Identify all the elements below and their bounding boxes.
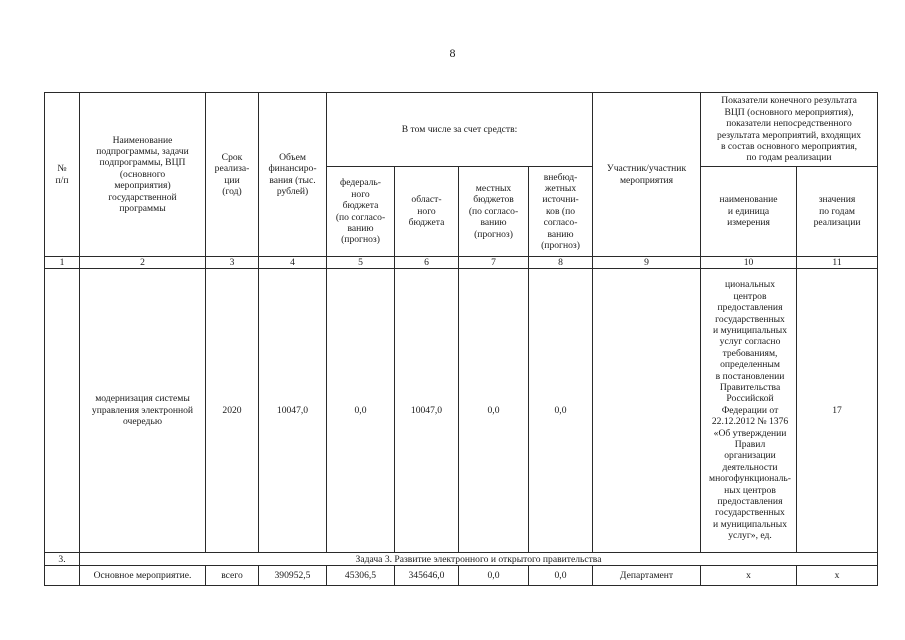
- col-number-6: 6: [395, 257, 459, 269]
- row-name: модернизация системы управления электронной очередью: [80, 269, 206, 553]
- header-ind-name: наименование и единица измерения: [701, 167, 797, 257]
- header-federal: федераль- ного бюджета (по согласо- ванию (прогноз): [327, 167, 395, 257]
- header-term: Срок реализа- ции (год): [206, 93, 259, 257]
- task-num: 3.: [45, 553, 80, 566]
- row-term: всего: [206, 566, 259, 586]
- header-row-1: [45, 93, 878, 167]
- row-regional: 10047,0: [395, 269, 459, 553]
- header-volume: Объем финансиро- вания (тыс. рублей): [259, 93, 327, 257]
- col-number-2: 2: [80, 257, 206, 269]
- col-number-10: 10: [701, 257, 797, 269]
- row-ind-values: 17: [797, 269, 878, 553]
- header-name: Наименование подпрограммы, задачи подпрограммы, ВЦП (основного мероприятия) государственной программы: [80, 93, 206, 257]
- col-number-7: 7: [459, 257, 529, 269]
- row-num: [45, 566, 80, 586]
- row-federal: 45306,5: [327, 566, 395, 586]
- row-local: 0,0: [459, 566, 529, 586]
- header-including: В том числе за счет средств:: [327, 93, 593, 167]
- header-local: местных бюджетов (по согласо- ванию (прогноз): [459, 167, 529, 257]
- task-row: [45, 553, 878, 566]
- program-table: [44, 92, 878, 586]
- header-extra: внебюд- жетных источни- ков (по согласо- ванию (прогноз): [529, 167, 593, 257]
- row-local: 0,0: [459, 269, 529, 553]
- row-extra: 0,0: [529, 269, 593, 553]
- row-volume: 10047,0: [259, 269, 327, 553]
- table-row: [45, 269, 878, 553]
- col-number-9: 9: [593, 257, 701, 269]
- col-number-5: 5: [327, 257, 395, 269]
- row-volume: 390952,5: [259, 566, 327, 586]
- column-number-row: [45, 257, 878, 269]
- header-regional: област- ного бюджета: [395, 167, 459, 257]
- row-ind-name: циональных центров предоставления государственных и муниципальных услуг согласно требованиям, определенным в постановлении Правительства Российской Федерации от 22.12.2012 № 1376 «Об утверждении Правил организации деятельности многофункциональ- ных центров предоставления государственных и муниципальных услуг», ед.: [701, 269, 797, 553]
- row-ind-values: х: [797, 566, 878, 586]
- row-federal: 0,0: [327, 269, 395, 553]
- col-number-4: 4: [259, 257, 327, 269]
- header-participant: Участник/участник мероприятия: [593, 93, 701, 257]
- header-ind-values: значения по годам реализации: [797, 167, 878, 257]
- page-number: 8: [449, 46, 456, 60]
- row-participant: Департамент: [593, 566, 701, 586]
- header-indicators: Показатели конечного результата ВЦП (основного мероприятия), показатели непосредственного результата мероприятий, входящих в состав основного мероприятия, по годам реализации: [701, 93, 878, 167]
- task-text: Задача 3. Развитие электронного и открытого правительства: [80, 553, 878, 566]
- row-participant: [593, 269, 701, 553]
- row-ind-name: х: [701, 566, 797, 586]
- row-extra: 0,0: [529, 566, 593, 586]
- table-row: [45, 566, 878, 586]
- col-number-1: 1: [45, 257, 80, 269]
- col-number-8: 8: [529, 257, 593, 269]
- col-number-11: 11: [797, 257, 878, 269]
- row-num: [45, 269, 80, 553]
- row-regional: 345646,0: [395, 566, 459, 586]
- header-num: № п/п: [45, 93, 80, 257]
- row-name: Основное мероприятие.: [80, 566, 206, 586]
- col-number-3: 3: [206, 257, 259, 269]
- row-term: 2020: [206, 269, 259, 553]
